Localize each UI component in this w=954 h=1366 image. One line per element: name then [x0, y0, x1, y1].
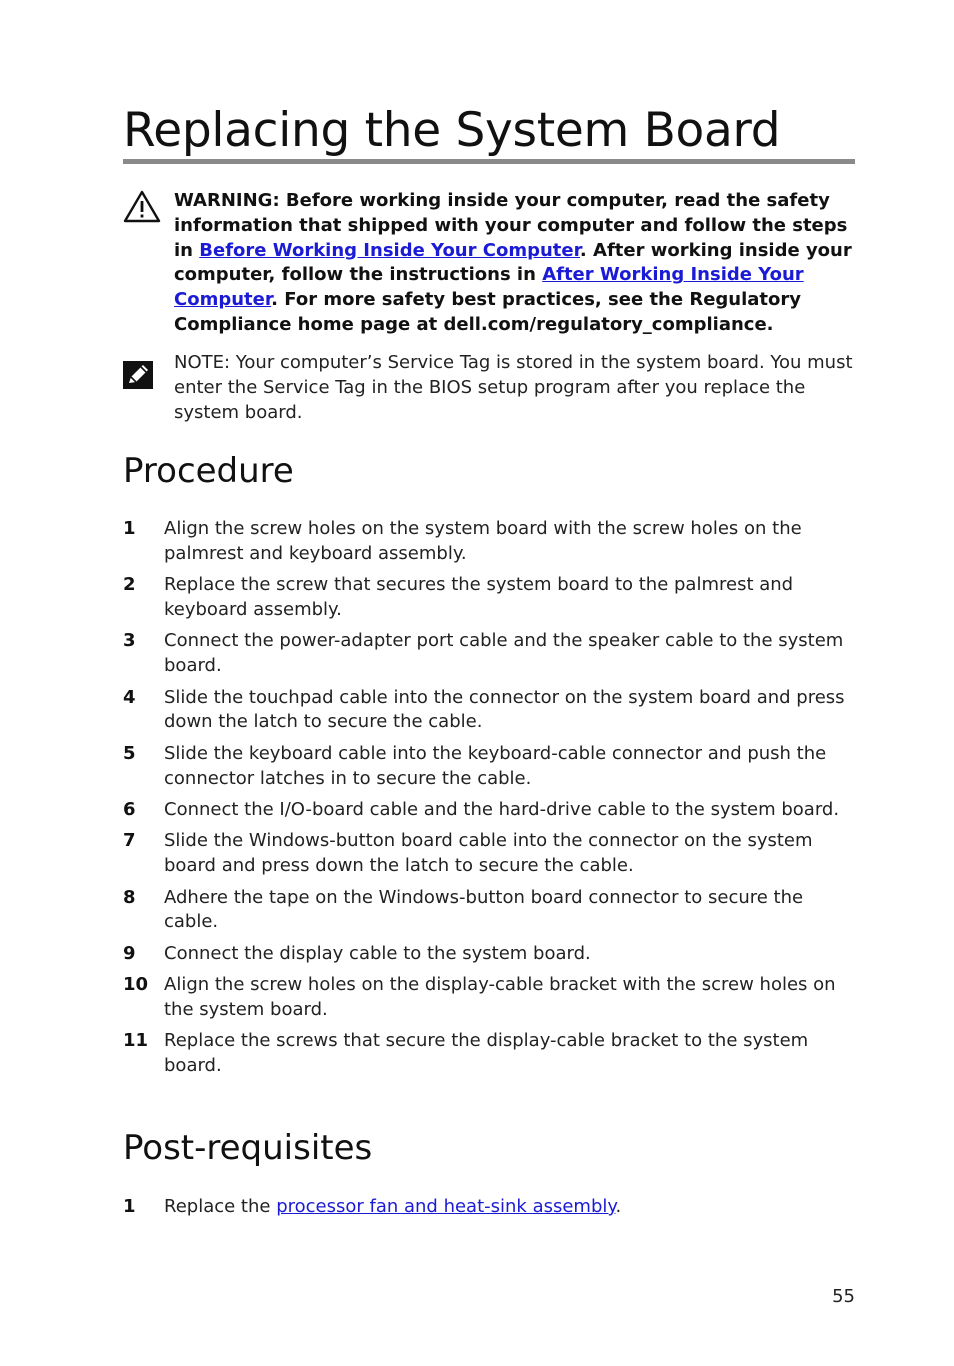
step-text: Replace the screw that secures the system board to the palmrest and keyboard assembly.: [164, 574, 794, 620]
step-text-prefix: Replace the: [164, 1196, 277, 1217]
step-number: 7: [123, 830, 136, 852]
after-working-link[interactable]: After Working Inside Your Computer: [174, 264, 804, 311]
title-rule: [123, 159, 855, 164]
list-item: [123, 942, 855, 967]
step-text: Connect the power-adapter port cable and the speaker cable to the system board.: [164, 630, 844, 677]
list-item: [123, 886, 855, 936]
list-item: [123, 1195, 855, 1220]
step-text: Connect the I/O-board cable and the hard-drive cable to the system board.: [164, 798, 840, 820]
step-text: Adhere the tape on the Windows-button board connector to secure the cable.: [164, 886, 804, 933]
note-notice: [123, 351, 855, 425]
step-text: Align the screw holes on the display-cable bracket with the screw holes on the system board.: [164, 974, 836, 1020]
procedure-steps: [123, 517, 855, 1085]
step-number: 10: [123, 974, 149, 996]
warning-text-part: WARNING: Before working inside your computer, read the safety information that shipped with your computer and follow the steps in: [174, 190, 848, 261]
step-number: 9: [123, 942, 136, 964]
warning-text-part: . After working inside your computer, follow the instructions in: [174, 239, 852, 286]
list-item: [123, 573, 855, 623]
note-body: Your computer’s Service Tag is stored in the system board. You must enter the Service Tag in the BIOS setup program after you replace the system board.: [174, 352, 853, 423]
step-number: 5: [123, 742, 136, 764]
page-title: Replacing the System Board: [123, 103, 781, 158]
step-text: Align the screw holes on the system board with the screw holes on the palmrest and keyboard assembly.: [164, 518, 802, 564]
processor-fan-link[interactable]: processor fan and heat-sink assembly: [276, 1196, 616, 1217]
note-label: NOTE:: [174, 352, 231, 373]
step-text-suffix: .: [615, 1196, 622, 1217]
post-requisites-heading: Post-requisites: [123, 1128, 373, 1168]
step-number: 3: [123, 630, 136, 652]
warning-notice: [123, 189, 855, 338]
step-number: 6: [123, 798, 136, 820]
step-text: Slide the Windows-button board cable into the connector on the system board and press down the latch to secure the cable.: [164, 830, 813, 877]
step-text: Slide the touchpad cable into the connector on the system board and press down the latch to secure the cable.: [164, 686, 845, 733]
warning-text: [174, 189, 855, 338]
list-item: [123, 829, 855, 879]
note-text: [174, 351, 855, 425]
procedure-heading: Procedure: [123, 451, 294, 491]
step-number: 8: [123, 886, 136, 908]
note-pencil-icon: [123, 361, 153, 393]
step-text: Connect the display cable to the system board.: [164, 942, 591, 964]
list-item: [123, 686, 855, 736]
step-number: 11: [123, 1030, 149, 1052]
step-text: Slide the keyboard cable into the keyboard-cable connector and push the connector latches in to secure the cable.: [164, 742, 827, 789]
list-item: [123, 1029, 855, 1079]
before-working-link[interactable]: Before Working Inside Your Computer: [199, 239, 580, 261]
list-item: [123, 798, 855, 823]
step-number: 2: [123, 574, 136, 596]
list-item: [123, 629, 855, 679]
warning-triangle-icon: [123, 189, 161, 227]
step-number: 1: [123, 518, 136, 539]
step-number: 1: [123, 1196, 136, 1217]
warning-text-part: . For more safety best practices, see the Regulatory Compliance home page at dell.com/regulatory_compliance.: [174, 289, 801, 335]
step-text: [164, 1195, 855, 1220]
step-text: Replace the screws that secure the display-cable bracket to the system board.: [164, 1030, 809, 1077]
page-number: 55: [832, 1286, 855, 1307]
list-item: [123, 517, 855, 567]
list-item: [123, 742, 855, 792]
list-item: [123, 973, 855, 1023]
step-number: 4: [123, 686, 136, 708]
post-requisites-steps: [123, 1195, 855, 1220]
